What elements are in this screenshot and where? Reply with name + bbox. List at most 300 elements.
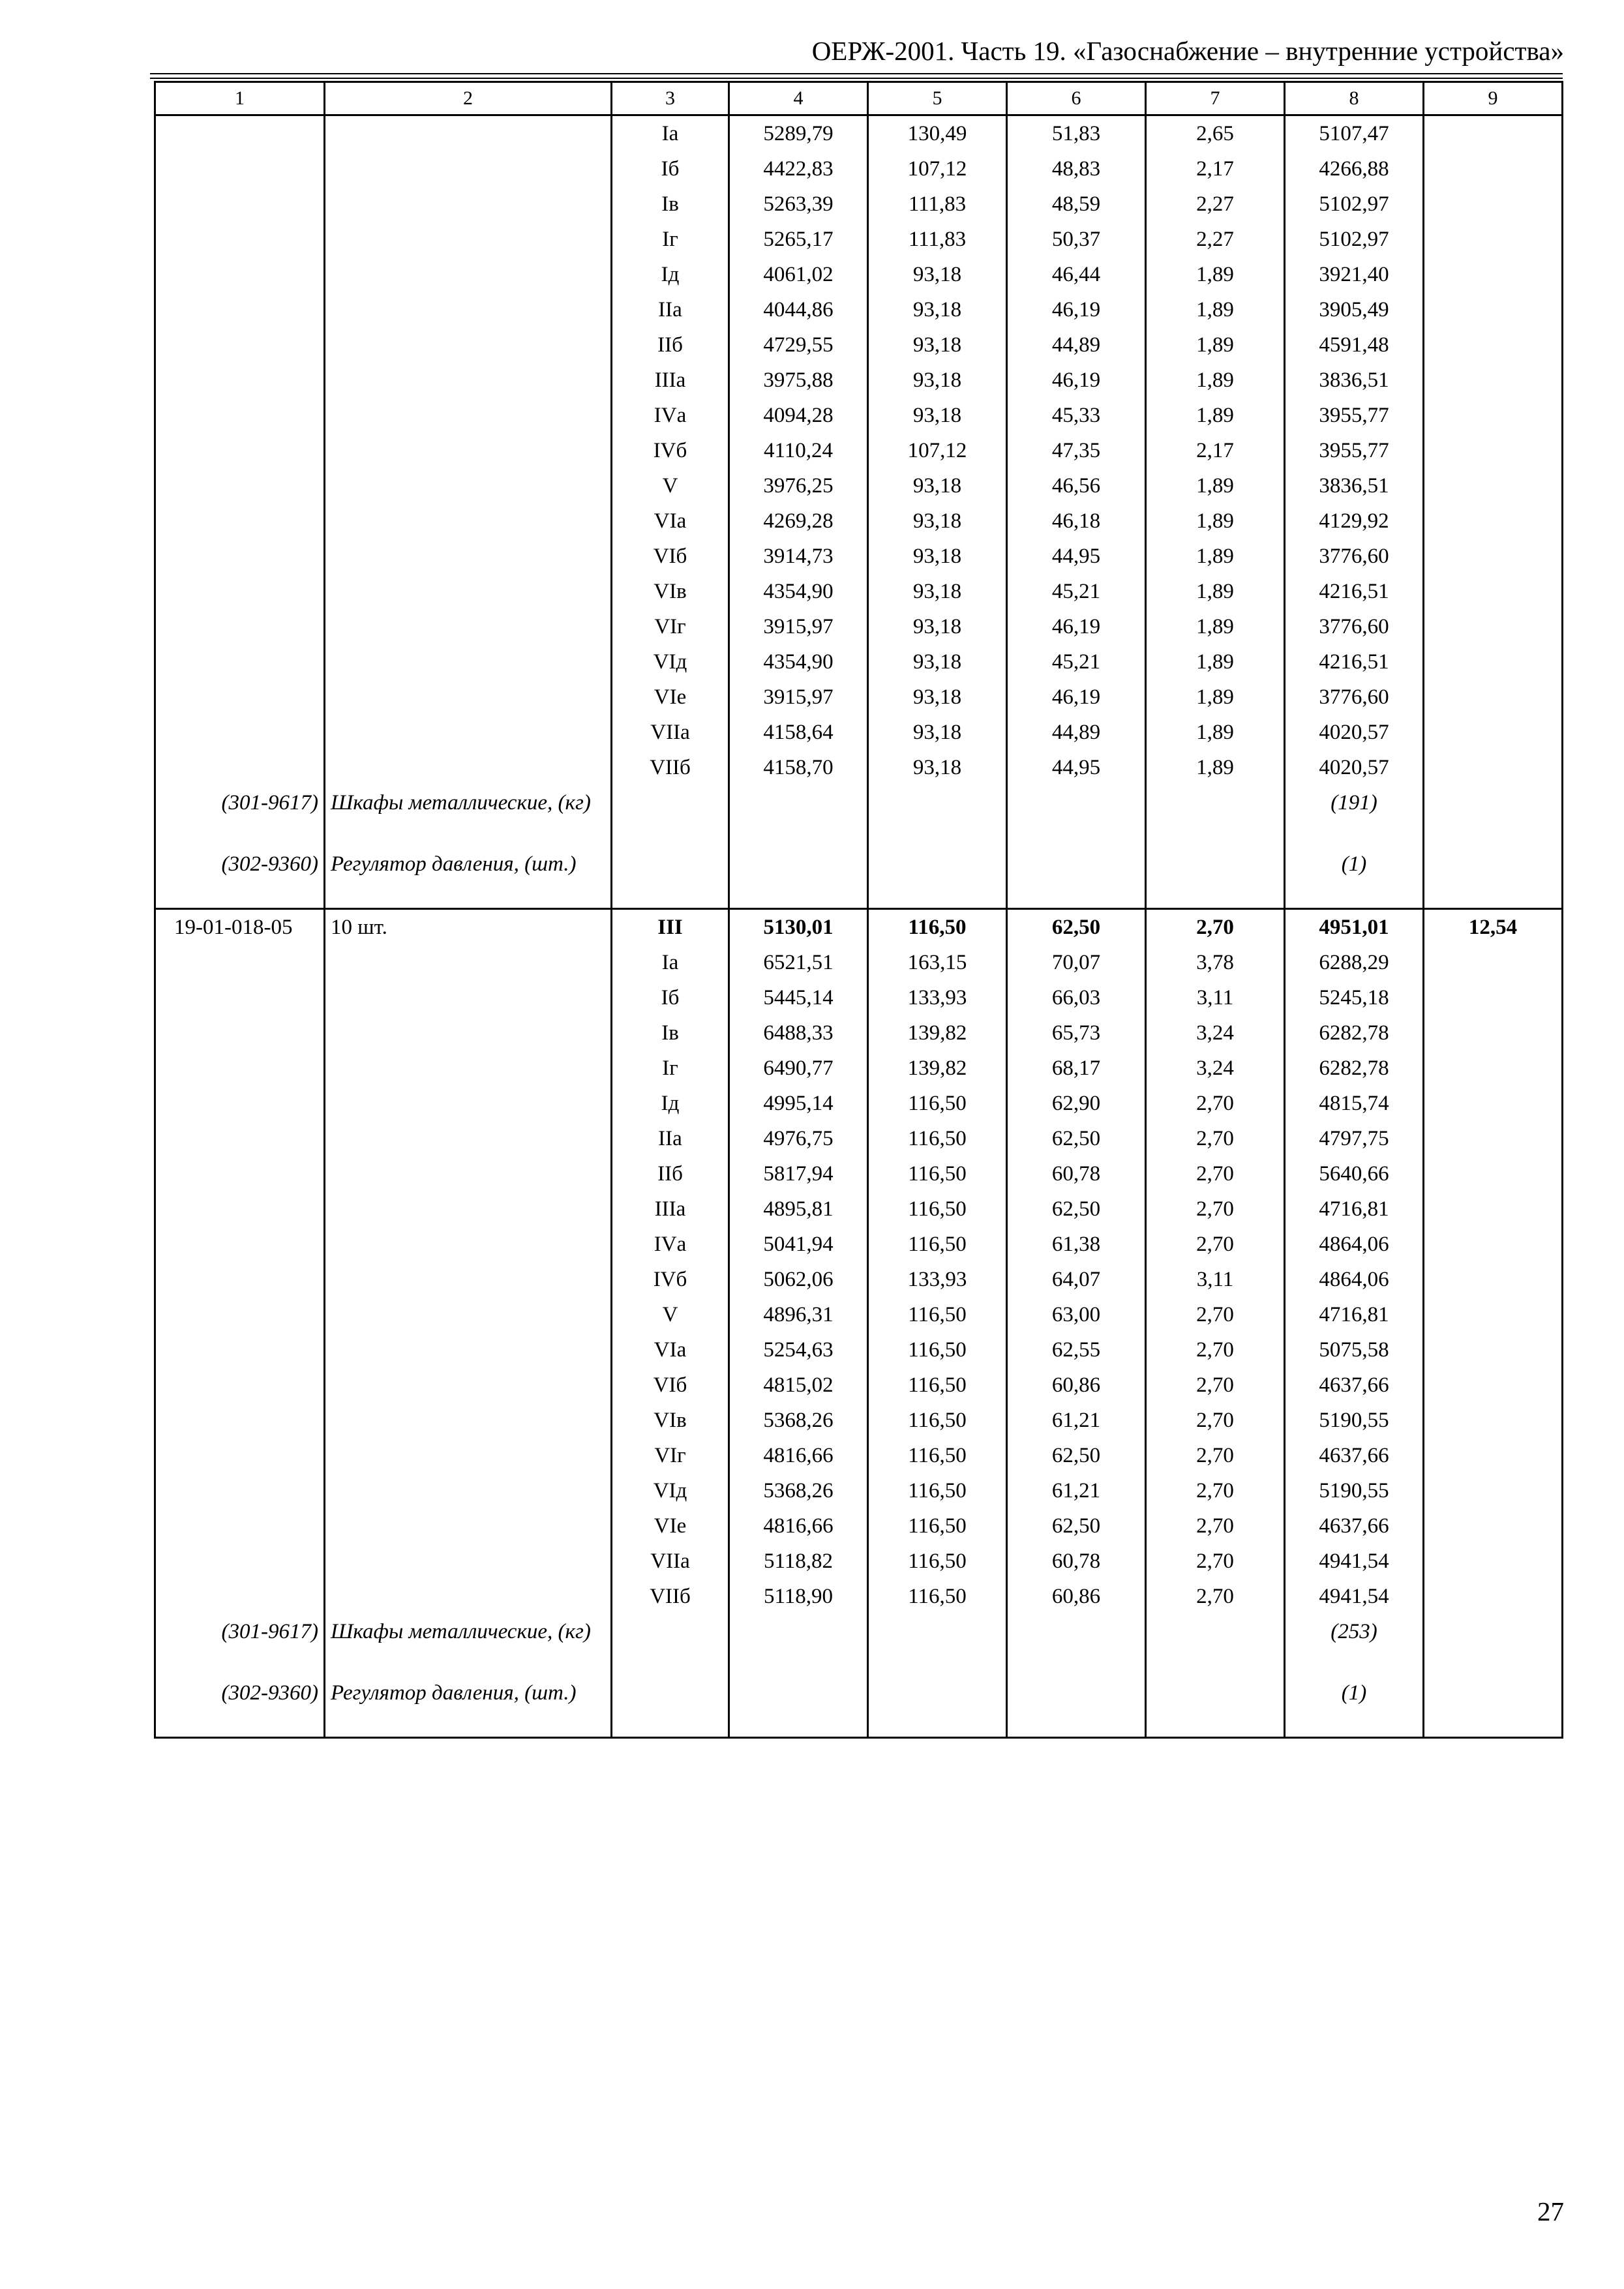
zone-cell: VIIб: [612, 1579, 729, 1614]
name-cell: [325, 187, 612, 222]
machine-cost-cell: 60,78: [1007, 1156, 1146, 1191]
code-cell: [155, 327, 325, 363]
total-cost-cell: 5368,26: [729, 1473, 868, 1508]
materials-cell: 5190,55: [1285, 1473, 1424, 1508]
total-cost-cell: 5445,14: [729, 980, 868, 1015]
total-cost-cell: 4816,66: [729, 1508, 868, 1544]
operator-wages-cell: 2,70: [1146, 1544, 1285, 1579]
total-cost-cell: 5118,90: [729, 1579, 868, 1614]
zone-cell: VIIб: [612, 750, 729, 785]
materials-cell: 5107,47: [1285, 115, 1424, 152]
materials-cell: 5075,58: [1285, 1332, 1424, 1368]
table-row: [155, 187, 1563, 222]
operator-wages-cell: 1,89: [1146, 363, 1285, 398]
machine-cost-cell: 62,50: [1007, 1438, 1146, 1473]
code-cell: [155, 644, 325, 680]
zone-cell: VIд: [612, 644, 729, 680]
name-cell: [325, 292, 612, 327]
empty-cell: [1424, 846, 1563, 909]
table-row: [155, 1051, 1563, 1086]
wages-cell: 93,18: [868, 503, 1007, 539]
empty-cell: [1007, 785, 1146, 846]
materials-cell: 4020,57: [1285, 715, 1424, 750]
code-cell: [155, 1332, 325, 1368]
wages-cell: 93,18: [868, 539, 1007, 574]
table-row: [155, 151, 1563, 187]
code-cell: [155, 1227, 325, 1262]
operator-wages-cell: 2,17: [1146, 151, 1285, 187]
machine-cost-cell: 65,73: [1007, 1015, 1146, 1051]
code-cell: [155, 1473, 325, 1508]
labor-cell: [1424, 574, 1563, 609]
table-row: [155, 1403, 1563, 1438]
empty-cell: [612, 846, 729, 909]
code-cell: [155, 680, 325, 715]
machine-cost-cell: 62,50: [1007, 909, 1146, 946]
material-row: [155, 1614, 1563, 1675]
code-cell: [155, 1156, 325, 1191]
empty-cell: [612, 785, 729, 846]
table-row: [155, 1297, 1563, 1332]
zone-cell: IVа: [612, 1227, 729, 1262]
wages-cell: 93,18: [868, 574, 1007, 609]
labor-cell: [1424, 1156, 1563, 1191]
operator-wages-cell: 1,89: [1146, 292, 1285, 327]
material-quantity: (253): [1285, 1614, 1424, 1675]
machine-cost-cell: 51,83: [1007, 115, 1146, 152]
operator-wages-cell: 1,89: [1146, 680, 1285, 715]
labor-cell: [1424, 539, 1563, 574]
wages-cell: 133,93: [868, 1262, 1007, 1297]
total-cost-cell: 5130,01: [729, 909, 868, 946]
materials-cell: 4637,66: [1285, 1368, 1424, 1403]
wages-cell: 116,50: [868, 1332, 1007, 1368]
operator-wages-cell: 1,89: [1146, 257, 1285, 292]
name-cell: [325, 327, 612, 363]
wages-cell: 133,93: [868, 980, 1007, 1015]
labor-cell: [1424, 433, 1563, 468]
name-cell: [325, 151, 612, 187]
machine-cost-cell: 44,95: [1007, 539, 1146, 574]
table-row: [155, 715, 1563, 750]
operator-wages-cell: 1,89: [1146, 327, 1285, 363]
materials-cell: 4797,75: [1285, 1121, 1424, 1156]
operator-wages-cell: 1,89: [1146, 715, 1285, 750]
zone-cell: VIб: [612, 1368, 729, 1403]
name-cell: [325, 945, 612, 980]
operator-wages-cell: 1,89: [1146, 468, 1285, 503]
code-cell: [155, 1262, 325, 1297]
zone-cell: III: [612, 909, 729, 946]
machine-cost-cell: 61,21: [1007, 1473, 1146, 1508]
operator-wages-cell: 2,70: [1146, 1121, 1285, 1156]
labor-cell: [1424, 1508, 1563, 1544]
wages-cell: 93,18: [868, 715, 1007, 750]
table-row: [155, 433, 1563, 468]
zone-cell: VIг: [612, 1438, 729, 1473]
operator-wages-cell: 3,11: [1146, 1262, 1285, 1297]
total-cost-cell: 4110,24: [729, 433, 868, 468]
operator-wages-cell: 2,27: [1146, 222, 1285, 257]
name-cell: [325, 1015, 612, 1051]
name-cell: [325, 715, 612, 750]
zone-cell: VIд: [612, 1473, 729, 1508]
total-cost-cell: 4354,90: [729, 644, 868, 680]
table-row: [155, 115, 1563, 152]
material-name: Шкафы металлические, (кг): [325, 785, 612, 846]
code-cell: [155, 468, 325, 503]
labor-cell: [1424, 1438, 1563, 1473]
total-cost-cell: 6488,33: [729, 1015, 868, 1051]
labor-cell: [1424, 680, 1563, 715]
total-cost-cell: 5265,17: [729, 222, 868, 257]
operator-wages-cell: 1,89: [1146, 574, 1285, 609]
table-row: [155, 1368, 1563, 1403]
table-row: [155, 1332, 1563, 1368]
wages-cell: 93,18: [868, 680, 1007, 715]
material-name: Регулятор давления, (шт.): [325, 846, 612, 909]
total-cost-cell: 4976,75: [729, 1121, 868, 1156]
labor-cell: [1424, 503, 1563, 539]
total-cost-cell: 4158,70: [729, 750, 868, 785]
operator-wages-cell: 2,70: [1146, 1438, 1285, 1473]
zone-cell: Iд: [612, 1086, 729, 1121]
machine-cost-cell: 46,19: [1007, 680, 1146, 715]
table-row: [155, 750, 1563, 785]
wages-cell: 139,82: [868, 1051, 1007, 1086]
table-row: [155, 1191, 1563, 1227]
name-cell: [325, 1262, 612, 1297]
name-cell: [325, 980, 612, 1015]
table-row: [155, 257, 1563, 292]
table-row: [155, 680, 1563, 715]
total-cost-cell: 3976,25: [729, 468, 868, 503]
labor-cell: [1424, 715, 1563, 750]
code-cell: [155, 1191, 325, 1227]
empty-cell: [1146, 785, 1285, 846]
machine-cost-cell: 45,21: [1007, 644, 1146, 680]
empty-cell: [868, 1675, 1007, 1738]
name-cell: [325, 680, 612, 715]
operator-wages-cell: 2,70: [1146, 1297, 1285, 1332]
empty-cell: [1424, 785, 1563, 846]
wages-cell: 116,50: [868, 1368, 1007, 1403]
code-cell: [155, 1086, 325, 1121]
operator-wages-cell: 1,89: [1146, 398, 1285, 433]
name-cell: [325, 1403, 612, 1438]
name-cell: [325, 257, 612, 292]
total-cost-cell: 4816,66: [729, 1438, 868, 1473]
wages-cell: 93,18: [868, 327, 1007, 363]
total-cost-cell: 4061,02: [729, 257, 868, 292]
column-number: 8: [1285, 82, 1424, 115]
labor-cell: [1424, 1121, 1563, 1156]
materials-cell: 4129,92: [1285, 503, 1424, 539]
total-cost-cell: 4354,90: [729, 574, 868, 609]
machine-cost-cell: 44,95: [1007, 750, 1146, 785]
materials-cell: 5190,55: [1285, 1403, 1424, 1438]
materials-cell: 4864,06: [1285, 1227, 1424, 1262]
code-cell: [155, 609, 325, 644]
code-cell: [155, 1544, 325, 1579]
column-number-row: [155, 82, 1563, 115]
operator-wages-cell: 2,65: [1146, 115, 1285, 152]
operator-wages-cell: 2,70: [1146, 1227, 1285, 1262]
materials-cell: 6282,78: [1285, 1051, 1424, 1086]
header-rule: [150, 78, 1563, 79]
total-cost-cell: 4158,64: [729, 715, 868, 750]
labor-cell: [1424, 1544, 1563, 1579]
name-cell: [325, 1227, 612, 1262]
machine-cost-cell: 48,59: [1007, 187, 1146, 222]
materials-cell: 4716,81: [1285, 1297, 1424, 1332]
machine-cost-cell: 60,78: [1007, 1544, 1146, 1579]
machine-cost-cell: 68,17: [1007, 1051, 1146, 1086]
zone-cell: Ia: [612, 945, 729, 980]
column-number: 5: [868, 82, 1007, 115]
materials-cell: 4864,06: [1285, 1262, 1424, 1297]
operator-wages-cell: 3,11: [1146, 980, 1285, 1015]
wages-cell: 116,50: [868, 1086, 1007, 1121]
name-cell: [325, 539, 612, 574]
name-cell: [325, 222, 612, 257]
wages-cell: 93,18: [868, 398, 1007, 433]
table-row: [155, 222, 1563, 257]
empty-cell: [1007, 1675, 1146, 1738]
zone-cell: IVа: [612, 398, 729, 433]
operator-wages-cell: 2,70: [1146, 1403, 1285, 1438]
materials-cell: 3776,60: [1285, 680, 1424, 715]
material-code: (301-9617): [155, 1614, 325, 1675]
operator-wages-cell: 2,70: [1146, 1508, 1285, 1544]
empty-cell: [729, 785, 868, 846]
material-code: (302-9360): [155, 846, 325, 909]
machine-cost-cell: 61,21: [1007, 1403, 1146, 1438]
total-cost-cell: 4895,81: [729, 1191, 868, 1227]
wages-cell: 93,18: [868, 468, 1007, 503]
wages-cell: 116,50: [868, 1121, 1007, 1156]
rates-table: [154, 81, 1563, 1739]
machine-cost-cell: 62,50: [1007, 1191, 1146, 1227]
page-header-title: ОЕРЖ-2001. Часть 19. «Газоснабжение – внутренние устройства»: [811, 36, 1564, 66]
code-cell: [155, 1051, 325, 1086]
labor-cell: [1424, 468, 1563, 503]
machine-cost-cell: 62,50: [1007, 1508, 1146, 1544]
labor-cell: [1424, 222, 1563, 257]
name-cell: [325, 1579, 612, 1614]
table-row: [155, 503, 1563, 539]
machine-cost-cell: 46,56: [1007, 468, 1146, 503]
operator-wages-cell: 1,89: [1146, 609, 1285, 644]
machine-cost-cell: 63,00: [1007, 1297, 1146, 1332]
zone-cell: VIв: [612, 574, 729, 609]
wages-cell: 93,18: [868, 750, 1007, 785]
name-cell: [325, 1332, 612, 1368]
machine-cost-cell: 47,35: [1007, 433, 1146, 468]
table-row: [155, 1156, 1563, 1191]
total-cost-cell: 4269,28: [729, 503, 868, 539]
operator-wages-cell: 2,70: [1146, 1156, 1285, 1191]
operator-wages-cell: 2,70: [1146, 1368, 1285, 1403]
name-cell: [325, 398, 612, 433]
materials-cell: 3776,60: [1285, 609, 1424, 644]
total-cost-cell: 4044,86: [729, 292, 868, 327]
column-number: 6: [1007, 82, 1146, 115]
rate-code: 19-01-018-05: [155, 909, 325, 946]
wages-cell: 93,18: [868, 257, 1007, 292]
code-cell: [155, 715, 325, 750]
table-row: [155, 609, 1563, 644]
operator-wages-cell: 1,89: [1146, 750, 1285, 785]
table-row: [155, 363, 1563, 398]
name-cell: [325, 1508, 612, 1544]
labor-cell: [1424, 1368, 1563, 1403]
table-row: [155, 1121, 1563, 1156]
zone-cell: IVб: [612, 433, 729, 468]
table-row: [155, 1544, 1563, 1579]
code-cell: [155, 945, 325, 980]
labor-cell: [1424, 980, 1563, 1015]
zone-cell: IIб: [612, 1156, 729, 1191]
zone-cell: Iг: [612, 1051, 729, 1086]
wages-cell: 116,50: [868, 1544, 1007, 1579]
table-row: [155, 1508, 1563, 1544]
total-cost-cell: 4422,83: [729, 151, 868, 187]
name-cell: [325, 433, 612, 468]
wages-cell: 116,50: [868, 1438, 1007, 1473]
rate-name: 10 шт.: [325, 909, 612, 946]
code-cell: [155, 1508, 325, 1544]
material-name: Шкафы металлические, (кг): [325, 1614, 612, 1675]
empty-cell: [1146, 1675, 1285, 1738]
wages-cell: 116,50: [868, 1403, 1007, 1438]
zone-cell: Ia: [612, 115, 729, 152]
table-row: [155, 1086, 1563, 1121]
empty-cell: [1007, 1614, 1146, 1675]
zone-cell: Iб: [612, 980, 729, 1015]
code-cell: [155, 503, 325, 539]
name-cell: [325, 115, 612, 152]
labor-cell: [1424, 292, 1563, 327]
code-cell: [155, 574, 325, 609]
table-row-total: [155, 909, 1563, 946]
name-cell: [325, 1156, 612, 1191]
labor-cell: [1424, 398, 1563, 433]
labor-cell: 12,54: [1424, 909, 1563, 946]
materials-cell: 6282,78: [1285, 1015, 1424, 1051]
code-cell: [155, 292, 325, 327]
labor-cell: [1424, 257, 1563, 292]
labor-cell: [1424, 1473, 1563, 1508]
labor-cell: [1424, 327, 1563, 363]
operator-wages-cell: 2,17: [1146, 433, 1285, 468]
empty-cell: [612, 1614, 729, 1675]
empty-cell: [729, 1675, 868, 1738]
empty-cell: [729, 1614, 868, 1675]
machine-cost-cell: 44,89: [1007, 327, 1146, 363]
column-number: 4: [729, 82, 868, 115]
labor-cell: [1424, 1015, 1563, 1051]
table-row: [155, 980, 1563, 1015]
total-cost-cell: 5254,63: [729, 1332, 868, 1368]
material-code: (301-9617): [155, 785, 325, 846]
wages-cell: 116,50: [868, 1156, 1007, 1191]
code-cell: [155, 1403, 325, 1438]
operator-wages-cell: 2,27: [1146, 187, 1285, 222]
zone-cell: VIIа: [612, 715, 729, 750]
material-row: [155, 1675, 1563, 1738]
labor-cell: [1424, 644, 1563, 680]
wages-cell: 139,82: [868, 1015, 1007, 1051]
empty-cell: [1424, 1675, 1563, 1738]
table-row: [155, 644, 1563, 680]
labor-cell: [1424, 750, 1563, 785]
column-number: 1: [155, 82, 325, 115]
materials-cell: 4266,88: [1285, 151, 1424, 187]
zone-cell: VIе: [612, 680, 729, 715]
table-row: [155, 398, 1563, 433]
labor-cell: [1424, 1332, 1563, 1368]
table-body: [155, 82, 1563, 1738]
zone-cell: Iв: [612, 187, 729, 222]
table-row: [155, 945, 1563, 980]
operator-wages-cell: 3,78: [1146, 945, 1285, 980]
wages-cell: 93,18: [868, 363, 1007, 398]
name-cell: [325, 1121, 612, 1156]
code-cell: [155, 1121, 325, 1156]
empty-cell: [868, 1614, 1007, 1675]
table-row: [155, 1015, 1563, 1051]
total-cost-cell: 3914,73: [729, 539, 868, 574]
wages-cell: 93,18: [868, 644, 1007, 680]
materials-cell: 3836,51: [1285, 468, 1424, 503]
wages-cell: 116,50: [868, 1473, 1007, 1508]
zone-cell: IIIа: [612, 363, 729, 398]
materials-cell: 3776,60: [1285, 539, 1424, 574]
code-cell: [155, 363, 325, 398]
empty-cell: [868, 785, 1007, 846]
operator-wages-cell: 2,70: [1146, 909, 1285, 946]
total-cost-cell: 4729,55: [729, 327, 868, 363]
materials-cell: 4716,81: [1285, 1191, 1424, 1227]
wages-cell: 163,15: [868, 945, 1007, 980]
labor-cell: [1424, 115, 1563, 152]
table-row: [155, 1579, 1563, 1614]
zone-cell: IIа: [612, 1121, 729, 1156]
materials-cell: 3836,51: [1285, 363, 1424, 398]
machine-cost-cell: 60,86: [1007, 1579, 1146, 1614]
operator-wages-cell: 1,89: [1146, 644, 1285, 680]
wages-cell: 130,49: [868, 115, 1007, 152]
zone-cell: VIа: [612, 1332, 729, 1368]
empty-cell: [612, 1675, 729, 1738]
machine-cost-cell: 48,83: [1007, 151, 1146, 187]
column-number: 3: [612, 82, 729, 115]
empty-cell: [1146, 846, 1285, 909]
code-cell: [155, 187, 325, 222]
code-cell: [155, 398, 325, 433]
empty-cell: [1007, 846, 1146, 909]
materials-cell: 4216,51: [1285, 574, 1424, 609]
labor-cell: [1424, 1227, 1563, 1262]
operator-wages-cell: 3,24: [1146, 1051, 1285, 1086]
empty-cell: [1146, 1614, 1285, 1675]
column-number: 7: [1146, 82, 1285, 115]
labor-cell: [1424, 1579, 1563, 1614]
zone-cell: VIб: [612, 539, 729, 574]
machine-cost-cell: 45,33: [1007, 398, 1146, 433]
table-row: [155, 1438, 1563, 1473]
